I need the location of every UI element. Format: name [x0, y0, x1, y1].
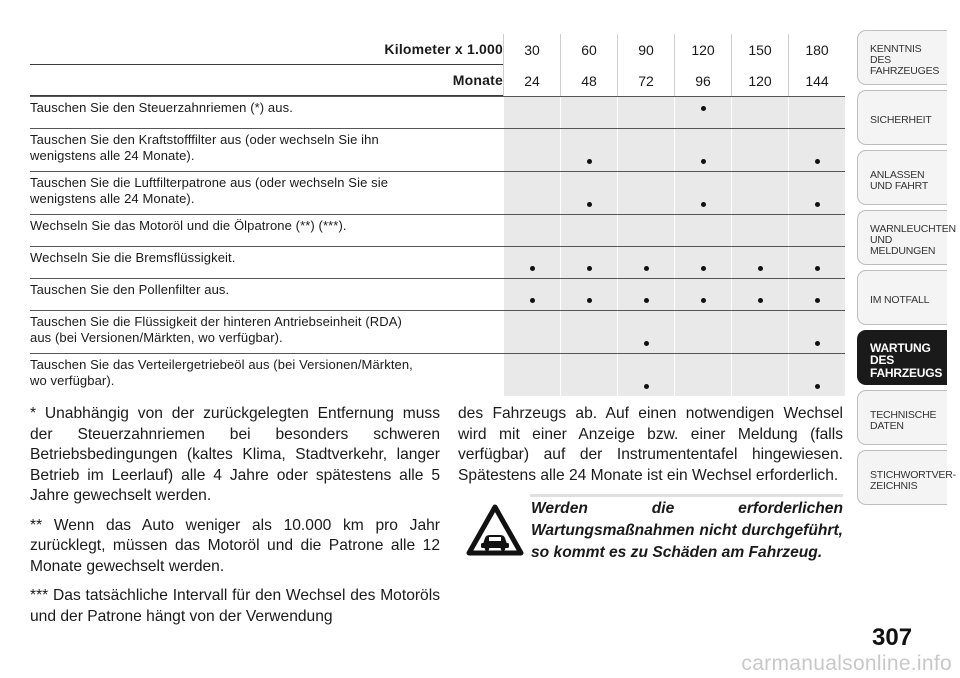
service-dot-icon [758, 266, 763, 271]
interval-cell [731, 279, 788, 310]
interval-cell [788, 129, 845, 171]
interval-cell [788, 215, 845, 246]
header-value-cell: 180 [788, 34, 845, 65]
chapter-tab[interactable] [857, 210, 956, 265]
interval-cell [617, 215, 674, 246]
service-dot-icon [701, 202, 706, 207]
chapter-tab-label: ANLASSEN UND FAHRT [870, 168, 929, 192]
header-row-months [30, 65, 845, 96]
interval-cells [503, 215, 845, 246]
chapter-tab[interactable] [857, 450, 956, 505]
footnotes-right-column [458, 404, 843, 495]
service-dot-icon [815, 159, 820, 164]
interval-cells [503, 172, 845, 214]
chapter-tab[interactable] [857, 270, 947, 325]
interval-cell [731, 129, 788, 171]
service-dot-icon [644, 266, 649, 271]
chapter-tab[interactable] [857, 30, 947, 85]
interval-cell [788, 311, 845, 353]
service-dot-icon [815, 266, 820, 271]
service-dot-icon [587, 159, 592, 164]
task-description: Wechseln Sie das Motoröl und die Ölpatrone (**) (***). [30, 218, 347, 233]
month-values [503, 65, 845, 96]
footnote-1: * Unabhängig von der zurückgelegten Entfernung muss der Steuerzahnriemen bei besonders schweren Betriebsbedingungen (kaltes Klima, Stadtverkehr, langer Betrieb im Leerlauf) alle 4 Jahre oder spätestens alle 5 Jahre gewechselt werden. [30, 405, 440, 504]
chapter-tab-label: WARTUNG DES FAHRZEUGS [870, 340, 943, 380]
service-dot-icon [587, 266, 592, 271]
task-description: Wechseln Sie die Bremsflüssigkeit. [30, 250, 236, 265]
interval-cell [674, 247, 731, 278]
interval-cell [617, 172, 674, 214]
service-dot-icon [815, 341, 820, 346]
interval-cell [788, 354, 845, 396]
warning-divider [530, 494, 843, 497]
interval-cell [731, 311, 788, 353]
interval-cells [503, 279, 845, 310]
footnotes-left-column [30, 404, 440, 636]
interval-cell [617, 354, 674, 396]
interval-cell [560, 247, 617, 278]
interval-cell [617, 129, 674, 171]
car-warning-triangle-icon [466, 504, 524, 556]
service-dot-icon [815, 298, 820, 303]
chapter-tab[interactable] [857, 390, 947, 445]
table-row [30, 214, 845, 246]
warning-box [458, 494, 843, 564]
interval-cells [503, 97, 845, 128]
service-dot-icon [701, 106, 706, 111]
interval-cell [617, 311, 674, 353]
service-dot-icon [701, 266, 706, 271]
interval-cells [503, 247, 845, 278]
interval-cell [503, 279, 560, 310]
header-value-cell: 90 [617, 34, 674, 65]
interval-cell [788, 279, 845, 310]
interval-cell [503, 311, 560, 353]
service-dot-icon [587, 298, 592, 303]
header-value-cell: 60 [560, 34, 617, 65]
service-dot-icon [758, 298, 763, 303]
interval-cell [731, 97, 788, 128]
service-dot-icon [644, 341, 649, 346]
task-rows [30, 96, 845, 396]
service-dot-icon [644, 384, 649, 389]
interval-cell [731, 215, 788, 246]
watermark: carmanualsonline.info [741, 652, 952, 675]
interval-cell [674, 279, 731, 310]
chapter-tab-label: TECHNISCHE DATEN [870, 408, 937, 432]
chapter-tab-label: STICHWORTVER- ZEICHNIS [870, 468, 956, 492]
chapter-tab[interactable] [857, 90, 947, 145]
header-row-km [30, 34, 845, 65]
page-number: 307 [872, 624, 913, 651]
task-description: Tauschen Sie den Kraftstofffilter aus (oder wechseln Sie ihn wenigstens alle 24 Monate). [30, 132, 379, 163]
table-row [30, 171, 845, 214]
interval-cell [674, 311, 731, 353]
task-description: Tauschen Sie die Flüssigkeit der hinteren Antriebseinheit (RDA) aus (bei Versionen/Märkten, wo verfügbar). [30, 314, 402, 345]
chapter-tab[interactable] [857, 150, 947, 205]
interval-cell [617, 97, 674, 128]
interval-cell [560, 279, 617, 310]
footnote-3-continued: des Fahrzeugs ab. Auf einen notwendigen Wechsel wird mit einer Anzeige bzw. einer Meldung (falls verfügbar) auf der Instrumententafel hingewiesen. Spätestens alle 24 Monate ist ein Wechsel erforderlich. [458, 405, 843, 484]
maintenance-schedule-table [30, 34, 845, 396]
footnote-3: *** Das tatsächliche Intervall für den Wechsel des Motoröls und der Patrone hängt von der Verwendung [30, 587, 440, 625]
task-description: Tauschen Sie den Steuerzahnriemen (*) aus. [30, 100, 293, 115]
interval-cell [674, 172, 731, 214]
service-dot-icon [587, 202, 592, 207]
interval-cell [788, 97, 845, 128]
service-dot-icon [815, 202, 820, 207]
interval-cell [617, 279, 674, 310]
header-months-label: Monate [30, 65, 503, 96]
interval-cell [503, 129, 560, 171]
header-value-cell: 24 [503, 65, 560, 96]
interval-cell [560, 215, 617, 246]
interval-cell [503, 354, 560, 396]
interval-cells [503, 354, 845, 396]
header-value-cell: 120 [674, 34, 731, 65]
chapter-tabs [857, 30, 956, 510]
footnote-2: ** Wenn das Auto weniger als 10.000 km pro Jahr zurücklegt, müssen das Motoröl und die Patrone alle 12 Monate gewechselt werden. [30, 516, 440, 575]
service-dot-icon [701, 298, 706, 303]
table-row [30, 246, 845, 278]
interval-cell [503, 215, 560, 246]
header-value-cell: 150 [731, 34, 788, 65]
interval-cell [674, 354, 731, 396]
task-description: Tauschen Sie das Verteilergetriebeöl aus (bei Versionen/Märkten, wo verfügbar). [30, 357, 413, 388]
interval-cell [503, 247, 560, 278]
interval-cell [788, 172, 845, 214]
km-values [503, 34, 845, 65]
service-dot-icon [701, 159, 706, 164]
header-value-cell: 72 [617, 65, 674, 96]
chapter-tab-label: SICHERHEIT [870, 114, 932, 126]
interval-cell [560, 311, 617, 353]
header-value-cell: 48 [560, 65, 617, 96]
interval-cell [788, 247, 845, 278]
interval-cell [731, 354, 788, 396]
interval-cell [674, 97, 731, 128]
task-description: Tauschen Sie die Luftfilterpatrone aus (oder wechseln Sie sie wenigstens alle 24 Monate). [30, 175, 389, 206]
interval-cell [617, 247, 674, 278]
interval-cell [560, 354, 617, 396]
chapter-tab-label: WARNLEUCHTEN UND MELDUNGEN [870, 223, 956, 257]
task-description: Tauschen Sie den Pollenfilter aus. [30, 282, 230, 297]
header-km-label: Kilometer x 1.000 [30, 34, 503, 65]
service-dot-icon [815, 384, 820, 389]
interval-cells [503, 311, 845, 353]
service-dot-icon [530, 298, 535, 303]
service-dot-icon [530, 266, 535, 271]
service-dot-icon [644, 298, 649, 303]
header-value-cell: 96 [674, 65, 731, 96]
interval-cell [731, 172, 788, 214]
interval-cell [503, 172, 560, 214]
interval-cell [674, 215, 731, 246]
table-row [30, 96, 845, 128]
interval-cell [560, 129, 617, 171]
interval-cell [731, 247, 788, 278]
interval-cell [560, 97, 617, 128]
table-row [30, 353, 845, 396]
header-value-cell: 120 [731, 65, 788, 96]
header-value-cell: 144 [788, 65, 845, 96]
interval-cell [503, 97, 560, 128]
chapter-tab[interactable] [857, 330, 947, 385]
interval-cells [503, 129, 845, 171]
chapter-tab-label: KENNTNIS DES FAHRZEUGES [870, 43, 940, 77]
table-row [30, 278, 845, 310]
table-row [30, 128, 845, 171]
table-row [30, 310, 845, 353]
chapter-tab-label: IM NOTFALL [870, 294, 930, 306]
interval-cell [560, 172, 617, 214]
interval-cell [674, 129, 731, 171]
warning-text: Werden die erforderlichen Wartungsmaßnahmen nicht durchgeführt, so kommt es zu Schäden am Fahrzeug. [531, 500, 843, 561]
header-value-cell: 30 [503, 34, 560, 65]
